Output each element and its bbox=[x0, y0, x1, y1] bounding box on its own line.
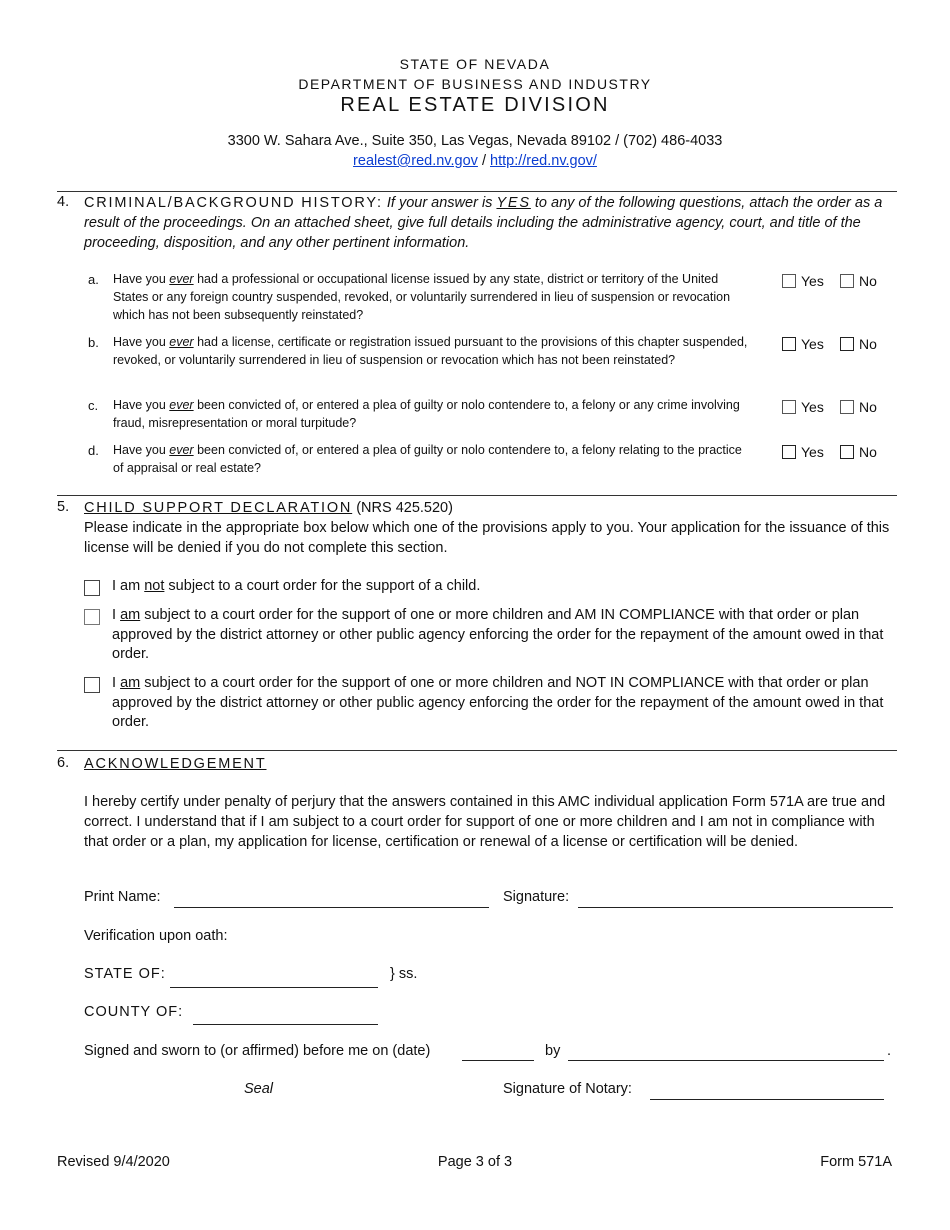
question-d-text bbox=[113, 441, 753, 477]
section-5-intro: Please indicate in the appropriate box below which one of the provisions apply to you. Your application for the issuance of this license will be denied if you do not complete this section. bbox=[84, 520, 890, 556]
question-d-post: been convicted of, or entered a plea of guilty or nolo contendere to, a felony relating to the practice of appraisal or real estate? bbox=[113, 443, 742, 475]
question-d-no-checkbox[interactable] bbox=[840, 445, 854, 459]
state-of-line[interactable] bbox=[170, 987, 378, 988]
yes-label: Yes bbox=[801, 444, 824, 460]
section-5-rule bbox=[57, 495, 897, 496]
question-a-yes-checkbox[interactable] bbox=[782, 274, 796, 288]
header-department: DEPARTMENT OF BUSINESS AND INDUSTRY bbox=[298, 76, 652, 92]
question-c-post: been convicted of, or entered a plea of guilty or nolo contendere to, a felony or any crime involving fraud, misrepresentation or moral turpitude? bbox=[113, 398, 740, 430]
question-a-yes[interactable] bbox=[782, 273, 824, 289]
state-of-label: STATE OF: bbox=[84, 966, 166, 982]
section-4-yes-word: YES bbox=[496, 195, 531, 211]
question-b-no[interactable] bbox=[840, 336, 877, 352]
option-3-key: am bbox=[120, 675, 141, 691]
child-support-option-2[interactable] bbox=[84, 606, 896, 665]
sworn-label: Signed and sworn to (or affirmed) before me on (date) bbox=[84, 1043, 431, 1059]
child-support-option-3-checkbox[interactable] bbox=[84, 677, 100, 693]
section-5-heading bbox=[84, 498, 896, 518]
question-c-no[interactable] bbox=[840, 399, 877, 415]
child-support-option-3-label bbox=[112, 674, 896, 733]
footer-page: Page 3 of 3 bbox=[437, 1154, 513, 1170]
section-4-intro-a: If your answer is bbox=[386, 195, 497, 211]
child-support-option-1-label bbox=[112, 577, 896, 597]
county-of-label: COUNTY OF: bbox=[84, 1004, 184, 1020]
section-5-number: 5. bbox=[57, 499, 70, 515]
question-a-ever: ever bbox=[169, 272, 194, 286]
section-4-title: CRIMINAL/BACKGROUND HISTORY: bbox=[84, 195, 383, 211]
print-name-label: Print Name: bbox=[84, 889, 161, 905]
option-2-post: subject to a court order for the support of one or more children and AM IN COMPLIANCE with that order or plan approved by the district attorney or other public agency enforcing the order for the repayment of the amount owed in that order. bbox=[112, 607, 884, 662]
question-b-post: had a license, certificate or registration issued pursuant to the provisions of this chapter suspended, revoked, or voluntarily surrendered in lieu of suspension or revocation which has not been reinstated? bbox=[113, 335, 748, 367]
header-links bbox=[0, 153, 950, 169]
no-label: No bbox=[859, 273, 877, 289]
county-of-line[interactable] bbox=[193, 1024, 378, 1025]
section-4-rule bbox=[57, 191, 897, 192]
question-c-yes[interactable] bbox=[782, 399, 824, 415]
section-6-rule bbox=[57, 750, 897, 751]
no-label: No bbox=[859, 336, 877, 352]
by-label: by bbox=[545, 1043, 561, 1059]
child-support-option-3[interactable] bbox=[84, 674, 896, 733]
link-separator: / bbox=[477, 153, 491, 169]
option-2-pre: I bbox=[112, 607, 121, 623]
email-link[interactable]: realest@red.nv.gov bbox=[353, 153, 478, 169]
question-a-pre: Have you bbox=[113, 272, 170, 286]
header-state: STATE OF NEVADA bbox=[399, 56, 551, 72]
question-b-letter: b. bbox=[88, 335, 99, 350]
question-c-letter: c. bbox=[88, 398, 99, 413]
child-support-option-1-checkbox[interactable] bbox=[84, 580, 100, 596]
section-4-intro-b: to any of the following questions, attach the order as a result of the proceedings. On an attached sheet, give full details including the administrative agency, court, and title of the proceeding, disposition, and any other pertinent information. bbox=[84, 195, 883, 251]
footer-form: Form 571A bbox=[820, 1154, 892, 1170]
section-5-title: CHILD SUPPORT DECLARATION bbox=[84, 500, 353, 516]
question-c-ever: ever bbox=[169, 398, 194, 412]
print-name-line[interactable] bbox=[174, 907, 489, 908]
yes-label: Yes bbox=[801, 273, 824, 289]
option-3-pre: I bbox=[112, 675, 121, 691]
question-b-ever: ever bbox=[169, 335, 194, 349]
question-b-text bbox=[113, 333, 753, 369]
child-support-option-1[interactable] bbox=[84, 577, 896, 597]
website-link[interactable]: http://red.nv.gov/ bbox=[490, 153, 597, 169]
section-4-heading bbox=[84, 193, 896, 253]
verification-label: Verification upon oath: bbox=[84, 928, 228, 944]
header-address: 3300 W. Sahara Ave., Suite 350, Las Vegas, Nevada 89102 / (702) 486-4033 bbox=[227, 133, 723, 149]
no-label: No bbox=[859, 399, 877, 415]
yes-label: Yes bbox=[801, 399, 824, 415]
notary-signature-label: Signature of Notary: bbox=[503, 1081, 632, 1097]
notary-signature-line[interactable] bbox=[650, 1099, 884, 1100]
no-label: No bbox=[859, 444, 877, 460]
child-support-option-2-label bbox=[112, 606, 896, 665]
signature-label: Signature: bbox=[503, 889, 570, 905]
acknowledgement-text: I hereby certify under penalty of perjury that the answers contained in this AMC individual application Form 571A are true and correct. I understand that if I am subject to a court order for support of one or more children and I am not in compliance with that order or a plan, my application for license, certification or renewal of a license or certification will be denied. bbox=[84, 794, 886, 850]
question-d-yes[interactable] bbox=[782, 444, 824, 460]
yes-label: Yes bbox=[801, 336, 824, 352]
question-c-text bbox=[113, 396, 753, 432]
section-6-number: 6. bbox=[57, 755, 70, 771]
option-2-key: am bbox=[120, 607, 141, 623]
question-b-pre: Have you bbox=[113, 335, 170, 349]
header-division: REAL ESTATE DIVISION bbox=[340, 94, 610, 116]
sworn-date-line[interactable] bbox=[462, 1060, 534, 1061]
option-1-pre: I am bbox=[112, 578, 145, 594]
question-a-text bbox=[113, 270, 753, 324]
sworn-by-line[interactable] bbox=[568, 1060, 884, 1061]
question-b-no-checkbox[interactable] bbox=[840, 337, 854, 351]
section-6-title: ACKNOWLEDGEMENT bbox=[84, 756, 267, 772]
question-b-yes-checkbox[interactable] bbox=[782, 337, 796, 351]
question-d-no[interactable] bbox=[840, 444, 877, 460]
option-1-post: subject to a court order for the support of a child. bbox=[164, 578, 481, 594]
ss-label: } ss. bbox=[390, 966, 418, 982]
option-1-key: not bbox=[144, 578, 165, 594]
question-c-no-checkbox[interactable] bbox=[840, 400, 854, 414]
question-d-yes-checkbox[interactable] bbox=[782, 445, 796, 459]
footer-revised: Revised 9/4/2020 bbox=[57, 1154, 170, 1170]
question-c-pre: Have you bbox=[113, 398, 170, 412]
question-c-yes-checkbox[interactable] bbox=[782, 400, 796, 414]
section-4-number: 4. bbox=[57, 194, 70, 210]
question-a-post: had a professional or occupational license issued by any state, district or territory of the United States or any foreign country suspended, revoked, or voluntarily surrendered in lieu of suspension or revocation which has not been subsequently reinstated? bbox=[113, 272, 731, 322]
signature-line[interactable] bbox=[578, 907, 893, 908]
option-3-post: subject to a court order for the support of one or more children and NOT IN COMPLIANCE with that order or plan approved by the district attorney or other public agency enforcing the order for the repayment of the amount owed in that order. bbox=[112, 675, 884, 730]
question-a-no[interactable] bbox=[840, 273, 877, 289]
seal-label: Seal bbox=[244, 1081, 274, 1097]
section-5-statute: (NRS 425.520) bbox=[352, 500, 453, 516]
question-d-letter: d. bbox=[88, 443, 99, 458]
child-support-option-2-checkbox[interactable] bbox=[84, 609, 100, 625]
question-b-yes[interactable] bbox=[782, 336, 824, 352]
sworn-period: . bbox=[887, 1043, 892, 1059]
question-a-no-checkbox[interactable] bbox=[840, 274, 854, 288]
question-a-letter: a. bbox=[88, 272, 99, 287]
question-d-pre: Have you bbox=[113, 443, 170, 457]
question-d-ever: ever bbox=[169, 443, 194, 457]
section-6-heading bbox=[84, 754, 896, 774]
